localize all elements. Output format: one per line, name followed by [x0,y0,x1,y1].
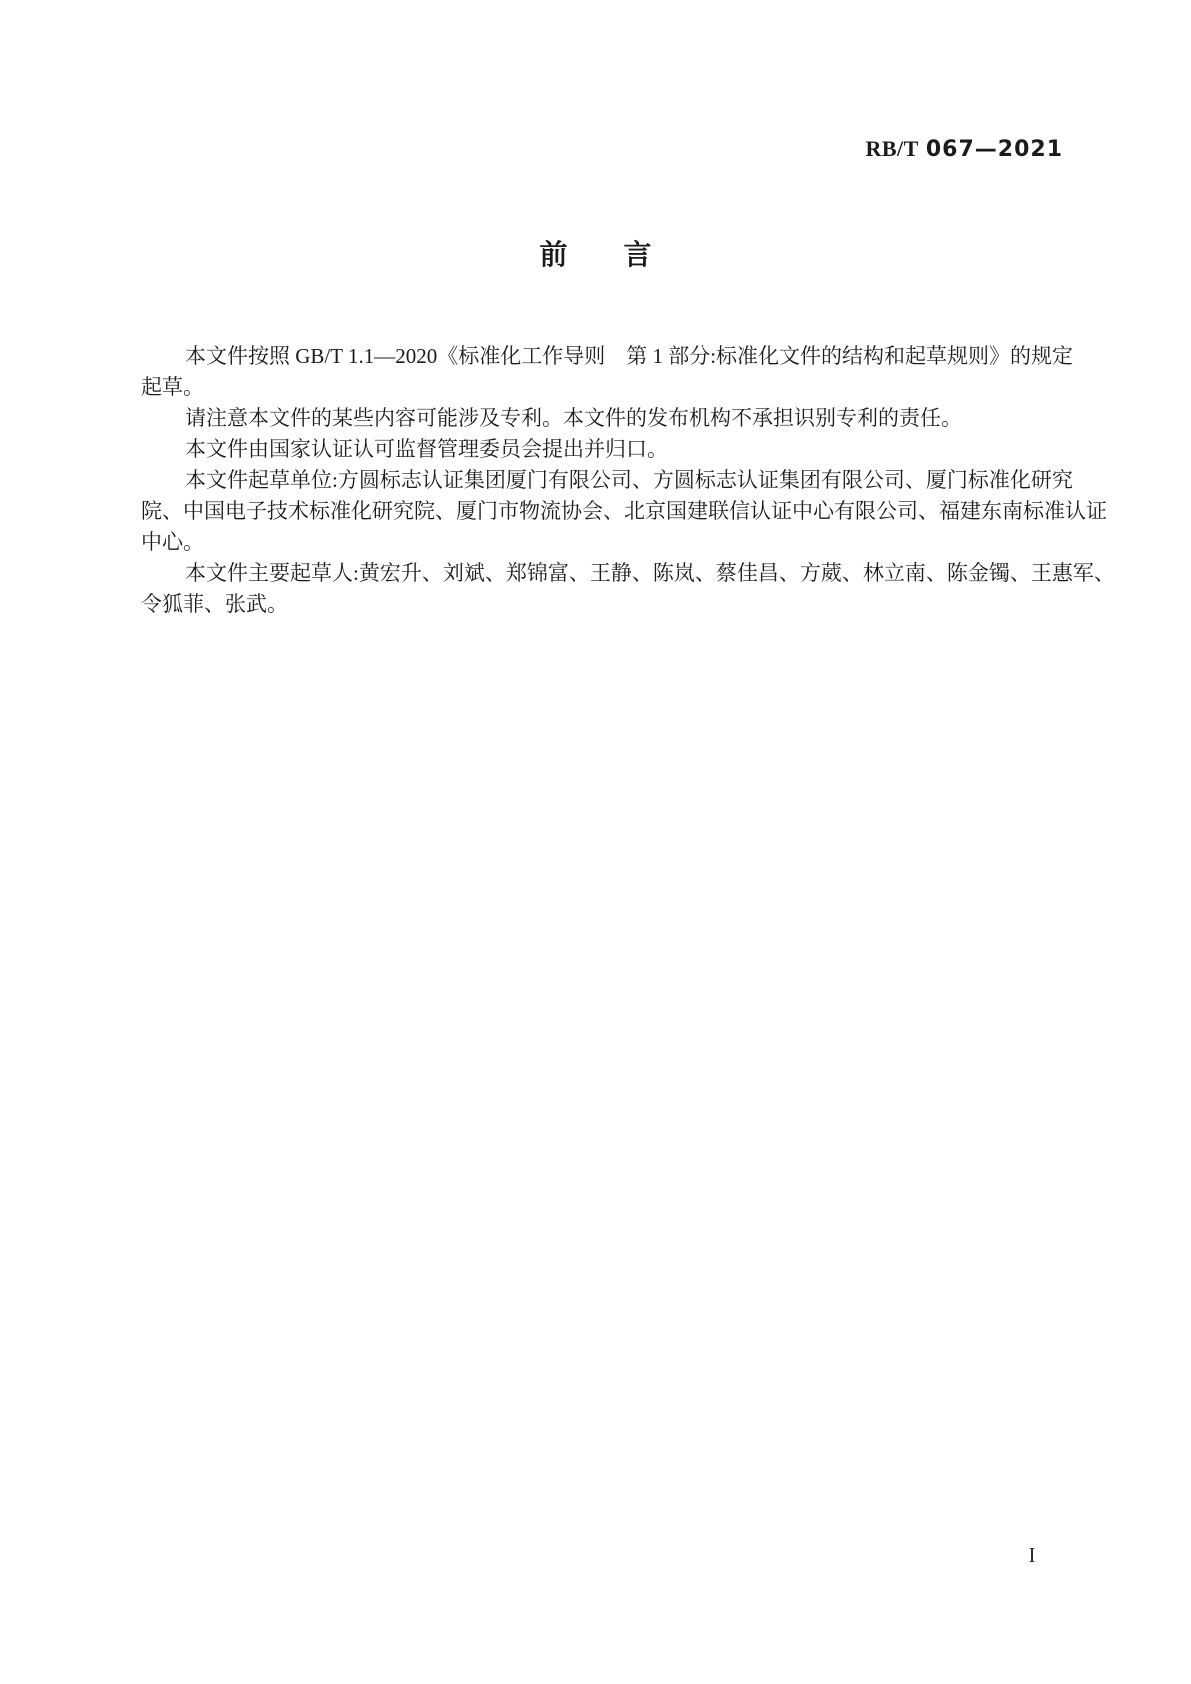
text-line: 请注意本文件的某些内容可能涉及专利。本文件的发布机构不承担识别专利的责任。 [185,406,962,430]
text-line: 院、中国电子技术标准化研究院、厦门市物流协会、北京国建联信认证中心有限公司、福建东南标准认证 [141,499,1107,523]
text-line: 本文件按照 GB/T 1.1—2020《标准化工作导则 第 1 部分:标准化文件的结构和起草规则》的规定 [185,344,1074,368]
text-line: 起草。 [141,375,204,399]
page-number: I [1028,1543,1036,1567]
text-line: 本文件主要起草人:黄宏升、刘斌、郑锦富、王静、陈岚、蔡佳昌、方葳、林立南、陈金镯、王惠军、 [185,561,1115,585]
text-line: 中心。 [141,530,204,554]
foreword-text [141,341,1115,620]
text-line: 令狐菲、张武。 [141,592,288,616]
standard-issue-number: 067—2021 [925,137,1063,162]
standard-code: RB/T [865,136,919,161]
text-line: 本文件由国家认证认可监督管理委员会提出并归口。 [185,437,668,461]
text-line: 本文件起草单位:方圆标志认证集团厦门有限公司、方圆标志认证集团有限公司、厦门标准化研究 [185,468,1073,492]
foreword-heading: 前 言 [539,238,652,271]
standard-number [865,136,1063,162]
